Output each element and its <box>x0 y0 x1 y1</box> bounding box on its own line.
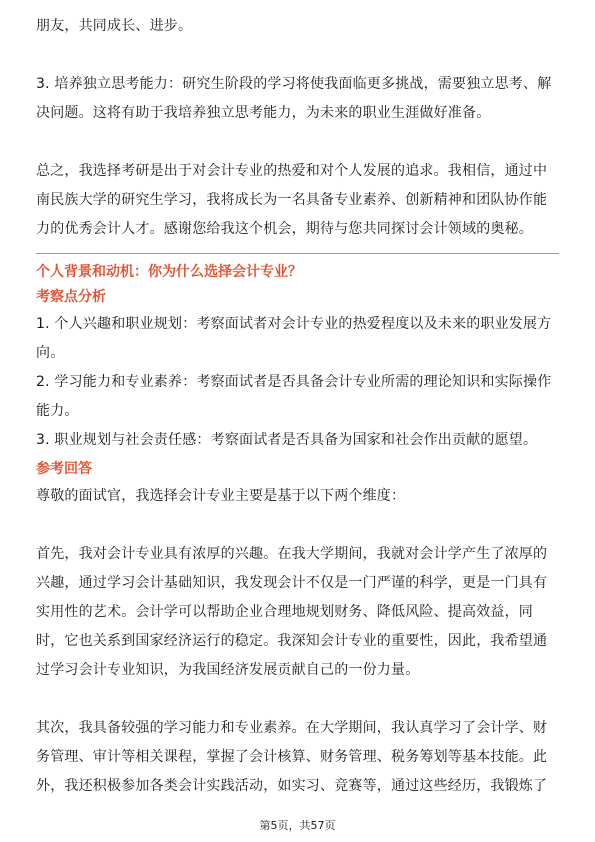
answer-first-line: 过学习会计专业知识，为我国经济发展贡献自己的一份力量。 <box>36 662 420 678</box>
answer-first-paragraph <box>36 540 559 685</box>
question-title: 个人背景和动机：你为什么选择会计专业？ <box>36 264 302 280</box>
conclusion-line: 南民族大学的研究生学习，我将成长为一名具备专业素养、创新精神和团队协作能 <box>36 192 548 208</box>
point-3-line: 决问题。这将有助于我培养独立思考能力，为未来的职业生涯做好准备。 <box>36 105 491 121</box>
answer-heading: 参考回答 <box>36 461 92 477</box>
section-divider <box>36 253 559 254</box>
answer-second-line: 其次，我具备较强的学习能力和专业素养。在大学期间，我认真学习了会计学、财 <box>36 720 548 736</box>
paragraph-gap <box>36 511 559 540</box>
answer-first-line: 首先，我对会计专业具有浓厚的兴趣。在我大学期间，我就对会计学产生了浓厚的 <box>36 546 548 562</box>
answer-second-line: 外，我还积极参加各类会计实践活动，如实习、竞赛等，通过这些经历，我锻炼了 <box>36 778 548 794</box>
intro-tail-text: 朋友，共同成长、进步。 <box>36 18 193 34</box>
page-number-footer: 第5页，共57页 <box>259 819 336 832</box>
answer-opening: 尊敬的面试官，我选择会计专业主要是基于以下两个维度： <box>36 488 406 504</box>
paragraph-gap <box>36 41 559 70</box>
document-page <box>36 12 559 801</box>
analysis-heading: 考察点分析 <box>36 289 106 305</box>
analysis-item-1: 1. 个人兴趣和职业规划：考察面试者对会计专业的热爱程度以及未来的职业发展方 <box>36 316 552 332</box>
paragraph-gap <box>36 128 559 157</box>
point-3-line: 3. 培养独立思考能力：研究生阶段的学习将使我面临更多挑战，需要独立思考、解 <box>36 76 552 92</box>
conclusion-line: 力的优秀会计人才。感谢您给我这个机会，期待与您共同探讨会计领域的奥秘。 <box>36 221 533 237</box>
paragraph-gap <box>36 685 559 714</box>
conclusion-paragraph <box>36 157 559 244</box>
answer-second-paragraph <box>36 714 559 801</box>
conclusion-line: 总之，我选择考研是出于对会计专业的热爱和对个人发展的追求。我相信，通过中 <box>36 163 548 179</box>
analysis-item-3: 3. 职业规划与社会责任感：考察面试者是否具备为国家和社会作出贡献的愿望。 <box>36 432 538 448</box>
analysis-item-1-cont: 向。 <box>36 345 65 361</box>
analysis-item-2-cont: 能力。 <box>36 403 79 419</box>
answer-first-line: 时，它也关系到国家经济运行的稳定。我深知会计专业的重要性，因此，我希望通 <box>36 633 548 649</box>
analysis-item-2: 2. 学习能力和专业素养：考察面试者是否具备会计专业所需的理论知识和实际操作 <box>36 374 552 390</box>
point-3-paragraph <box>36 70 559 128</box>
answer-second-line: 务管理、审计等相关课程，掌握了会计核算、财务管理、税务筹划等基本技能。此 <box>36 749 548 765</box>
analysis-list <box>36 310 559 455</box>
answer-first-line: 实用性的艺术。会计学可以帮助企业合理地规划财务、降低风险、提高效益，同 <box>36 604 533 620</box>
answer-first-line: 兴趣，通过学习会计基础知识，我发现会计不仅是一门严谨的科学，更是一门具有 <box>36 575 548 591</box>
